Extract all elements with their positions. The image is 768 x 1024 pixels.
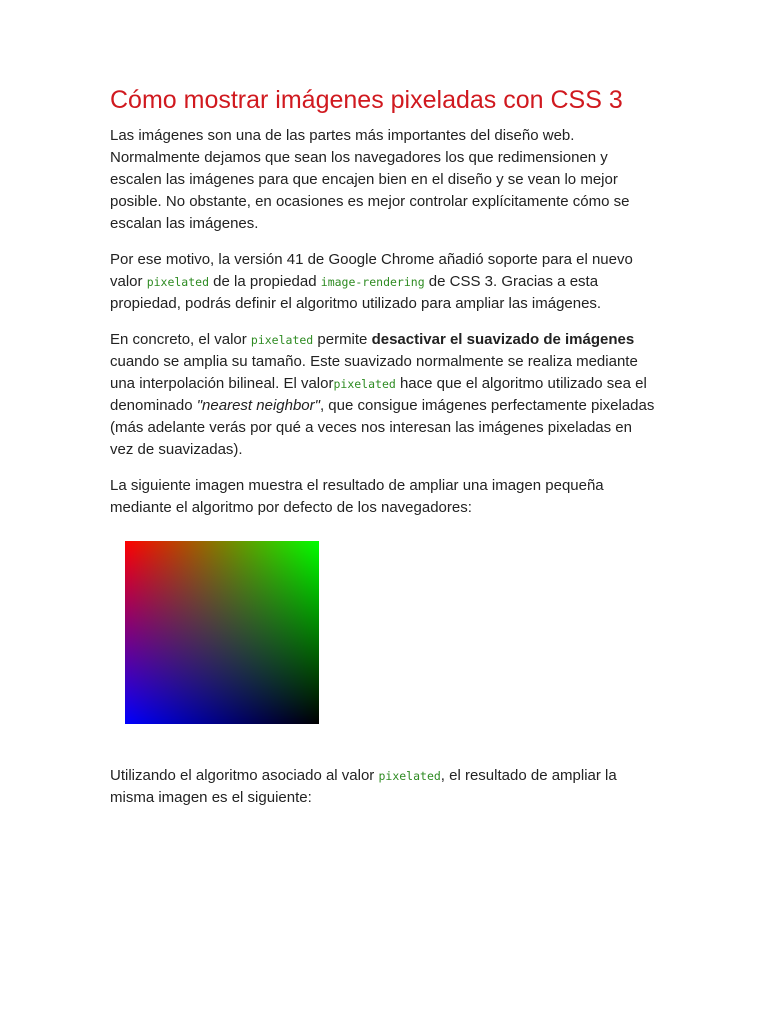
text-fragment: Utilizando el algoritmo asociado al valor bbox=[110, 767, 379, 784]
code-pixelated: pixelated bbox=[378, 769, 441, 783]
text-fragment: permite bbox=[313, 331, 372, 348]
text-fragment: cuando se amplia su tamaño. Este suavizado normalmente se realiza mediante una interpolación bilineal. El valor bbox=[110, 353, 638, 392]
text-fragment: , que consigue imágenes perfectamente pixeladas (más adelante verás por qué a veces nos interesan las imágenes pixeladas en vez de suavizadas). bbox=[110, 397, 655, 458]
text-fragment: Por ese motivo, la versión 41 de Google Chrome añadió soporte para el nuevo valor bbox=[110, 251, 633, 290]
code-image-rendering: image-rendering bbox=[320, 275, 425, 289]
text-fragment: hace que el algoritmo utilizado sea el denominado bbox=[110, 375, 647, 414]
text-fragment: de la propiedad bbox=[209, 273, 321, 290]
paragraph-pixelated-explained bbox=[110, 329, 655, 461]
paragraph-intro: Las imágenes son una de las partes más importantes del diseño web. Normalmente dejamos que sean los navegadores los que redimensionen y escalen las imágenes para que encajen bien en el diseño y se vean lo mejor posible. No obstante, en ocasiones es mejor controlar explícitamente cómo se escalan las imágenes. bbox=[110, 127, 630, 232]
text-fragment: de CSS 3. Gracias a esta propiedad, podrás definir el algoritmo utilizado para ampliar las imágenes. bbox=[110, 273, 602, 312]
code-pixelated: pixelated bbox=[333, 377, 396, 391]
italic-text: "nearest neighbor" bbox=[196, 397, 320, 414]
bold-text: desactivar el suavizado de imágenes bbox=[371, 331, 635, 348]
article-title: Cómo mostrar imágenes pixeladas con CSS 3 bbox=[110, 86, 623, 114]
code-pixelated: pixelated bbox=[146, 275, 209, 289]
paragraph-pixelated-result bbox=[110, 765, 655, 809]
text-fragment: , el resultado de ampliar la misma imagen es el siguiente: bbox=[110, 767, 617, 806]
paragraph-chrome-41 bbox=[110, 249, 655, 315]
paragraph-default-algorithm: La siguiente imagen muestra el resultado de ampliar una imagen pequeña mediante el algoritmo por defecto de los navegadores: bbox=[110, 477, 604, 516]
code-pixelated: pixelated bbox=[250, 333, 314, 347]
gradient-top-layer bbox=[125, 541, 319, 724]
article bbox=[110, 84, 655, 823]
text-fragment: En concreto, el valor bbox=[110, 331, 251, 348]
smoothed-gradient-image bbox=[125, 541, 319, 724]
